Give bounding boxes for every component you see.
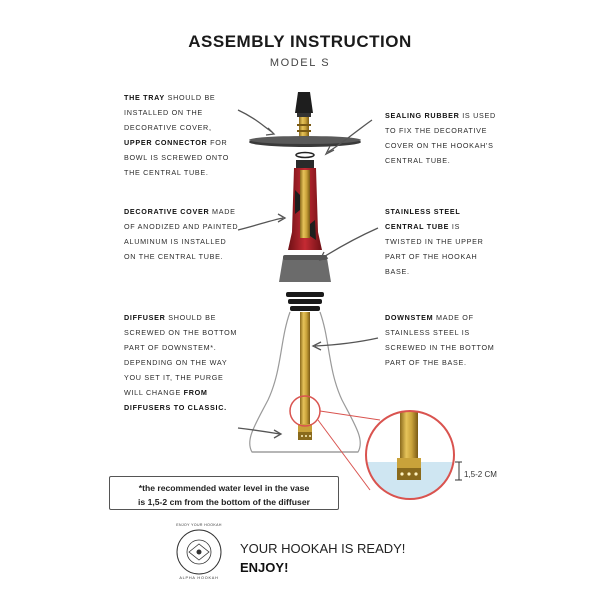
logo-text-top: ENJOY YOUR HOOKAH <box>176 523 222 527</box>
note-steel-strong: STAINLESS STEEL CENTRAL TUBE <box>385 207 461 231</box>
note-downstem-strong: DOWNSTEM <box>385 313 434 322</box>
note-cover-text: MADE OF ANODIZED AND PAINTED ALUMINUM IS INSTALLED ON THE CENTRAL TUBE. <box>124 207 239 261</box>
water-measure-label: 1,5-2 CM <box>464 470 497 479</box>
note-sealing-text: IS USED TO FIX THE DECORATIVE COVER ON THE HOOKAH'S CENTRAL TUBE. <box>385 111 496 165</box>
water-level-note <box>109 476 339 510</box>
note-cover-strong: DECORATIVE COVER <box>124 207 210 216</box>
note-diffuser-text: SHOULD BE SCREWED ON THE BOTTOM PART OF DOWNSTEM*. DEPENDING ON THE WAY YOU SET IT, THE PURGE WILL CHANGE <box>124 313 238 397</box>
decorative-cover <box>288 160 322 250</box>
note-steel-text: IS TWISTED IN THE UPPER PART OF THE HOOKAH BASE. <box>385 222 484 276</box>
note-tray-strong2: UPPER CONNECTOR <box>124 138 208 147</box>
note-tray-text2: FOR BOWL IS SCREWED ONTO THE CENTRAL TUBE. <box>124 138 230 177</box>
page-subtitle: MODEL S <box>269 57 331 69</box>
bowl-connector-cap <box>295 92 313 117</box>
note-tray-text1: SHOULD BE INSTALLED ON THE DECORATIVE COVER, <box>124 93 216 132</box>
water-note-line1: *the recommended water level in the vase <box>138 483 310 493</box>
note-sealing-strong: SEALING RUBBER <box>385 111 460 120</box>
note-downstem-text: MADE OF STAINLESS STEEL IS SCREWED IN THE BOTTOM PART OF THE BASE. <box>385 313 495 367</box>
brand-logo <box>177 530 221 574</box>
note-tray-strong: THE TRAY <box>124 93 165 102</box>
note-diffuser-strong2: FROM DIFFUSERS TO CLASSIC. <box>124 388 227 412</box>
page-title: ASSEMBLY INSTRUCTION <box>188 32 412 51</box>
enjoy-message: ENJOY! <box>240 560 289 575</box>
downstem <box>298 312 312 440</box>
zoom-callout <box>318 405 462 502</box>
upper-connector <box>297 117 311 139</box>
vase-gasket <box>286 292 324 311</box>
water-note-line2: is 1,5-2 cm from the bottom of the diffuser <box>138 497 310 507</box>
logo-text-bottom: ALPHA HOOKAH <box>179 576 219 580</box>
sealing-rubber <box>296 153 314 158</box>
ready-message: YOUR HOOKAH IS READY! <box>240 541 406 556</box>
note-diffuser-strong: DIFFUSER <box>124 313 166 322</box>
